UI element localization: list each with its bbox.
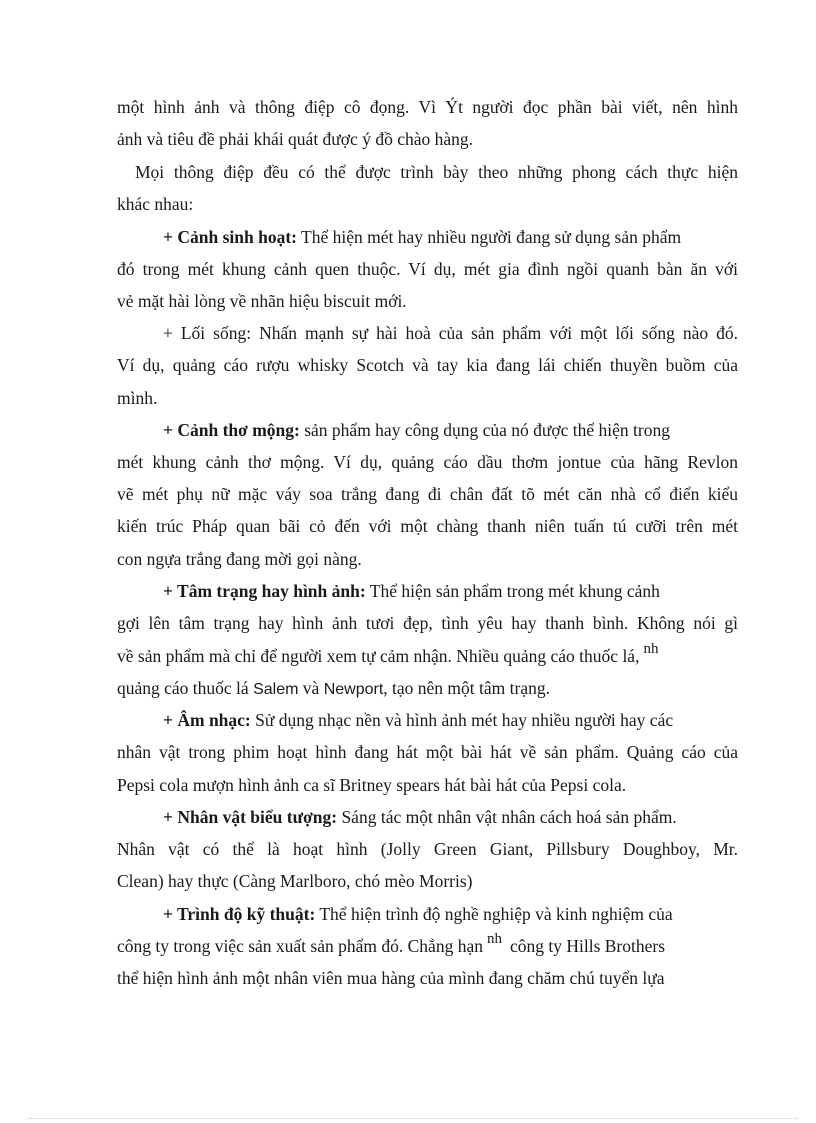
text-line: Clean) hay thực (Càng Marlboro, chó mèo Morris) <box>117 871 473 891</box>
text-line <box>163 709 673 731</box>
stray-fragment: nh <box>486 931 502 947</box>
bullet-heading: + Trình độ kỹ thuật: <box>163 904 316 924</box>
text-run: Sử dụng nhạc nền và hình ảnh mét hay nhiều người hay các <box>250 710 674 730</box>
text-run: sản phẩm hay công dụng của nó được thể hiện trong <box>299 420 670 440</box>
text-line: vẻ mặt hài lòng về nhãn hiệu biscuit mới. <box>117 291 407 311</box>
text-line: + Lối sống: Nhấn mạnh sự hài hoà của sản phẩm với một lối sống nào đó. <box>163 323 738 343</box>
text-line: thể hiện hình ảnh một nhân viên mua hàng của mình đang chăm chú tuyển lựa <box>117 968 665 988</box>
text-run: Thể hiện sản phẩm trong mét khung cảnh <box>365 581 660 601</box>
text-run: về sản phẩm mà chỉ để người xem tự cảm nhận. Nhiều quảng cáo thuốc lá, <box>117 646 640 666</box>
text-line <box>163 226 738 248</box>
text-line: Pepsi cola mượn hình ảnh ca sĩ Britney spears hát bài hát của Pepsi cola. <box>117 775 627 795</box>
stray-fragment: nh <box>643 641 659 657</box>
text-line: một hình ảnh và thông điệp cô đọng. Vì Ýt người đọc phần bài viết, nên hình <box>117 97 738 117</box>
text-run: Sáng tác một nhân vật nhân cách hoá sản phẩm. <box>337 807 677 827</box>
text-run: và <box>302 678 320 698</box>
text-line: mình. <box>117 388 158 408</box>
text-run: công ty Hills Brothers <box>509 936 666 956</box>
text-line <box>117 931 666 959</box>
text-line: mét khung cảnh thơ mộng. Ví dụ, quảng cáo dầu thơm jontue của hãng Revlon <box>117 452 738 472</box>
bullet-heading: + Nhân vật biểu tượng: <box>163 807 338 827</box>
bullet-heading: + Âm nhạc: <box>163 710 251 730</box>
text-line: Ví dụ, quảng cáo rượu whisky Scotch và tay kia đang lái chiến thuyền buồm của <box>117 355 738 375</box>
text-line <box>117 641 666 669</box>
page-bottom-divider <box>28 1118 798 1119</box>
text-line: ảnh và tiêu đề phải khái quát được ý đồ chào hàng. <box>117 129 473 149</box>
text-line: gợi lên tâm trạng hay hình ảnh tươi đẹp, tình yêu hay thanh bình. Không nói gì <box>117 613 738 633</box>
text-run: Thể hiện mét hay nhiều người đang sử dụng sản phẩm <box>296 227 682 247</box>
brand-salem: Salem <box>253 681 299 698</box>
text-line <box>117 677 550 701</box>
text-line <box>163 419 670 441</box>
text-line: khác nhau: <box>117 194 194 214</box>
brand-newport: Newport <box>323 681 384 698</box>
text-line <box>163 580 660 602</box>
text-run: Thể hiện trình độ nghề nghiệp và kinh nghiệm của <box>315 904 673 924</box>
bullet-heading: + Cảnh sinh hoạt: <box>163 227 297 247</box>
text-line <box>163 903 673 925</box>
text-line: kiến trúc Pháp quan bãi cỏ đến với một chàng thanh niên tuấn tú cưỡi trên mét <box>117 516 738 536</box>
text-run: , tạo nên một tâm trạng. <box>383 678 550 698</box>
text-line: đó trong mét khung cảnh quen thuộc. Ví dụ, mét gia đình ngồi quanh bàn ăn với <box>117 259 738 279</box>
bullet-heading: + Tâm trạng hay hình ảnh: <box>163 581 366 601</box>
text-line: vẽ mét phụ nữ mặc váy soa trắng đang đi chân đất tõ mét căn nhà cổ điển kiểu <box>117 484 738 504</box>
text-line: nhân vật trong phim hoạt hình đang hát một bài hát về sản phẩm. Quảng cáo của <box>117 742 738 762</box>
text-line: con ngựa trắng đang mời gọi nàng. <box>117 549 362 569</box>
text-line <box>163 806 677 828</box>
text-line: Nhân vật có thể là hoạt hình (Jolly Green Giant, Pillsbury Doughboy, Mr. <box>117 839 738 859</box>
text-run: công ty trong việc sản xuất sản phẩm đó. Chẳng hạn <box>117 936 483 956</box>
text-run: quảng cáo thuốc lá <box>117 678 249 698</box>
text-line: Mọi thông điệp đều có thể được trình bày theo những phong cách thực hiện <box>135 162 738 182</box>
bullet-heading: + Cảnh thơ mộng: <box>163 420 300 440</box>
